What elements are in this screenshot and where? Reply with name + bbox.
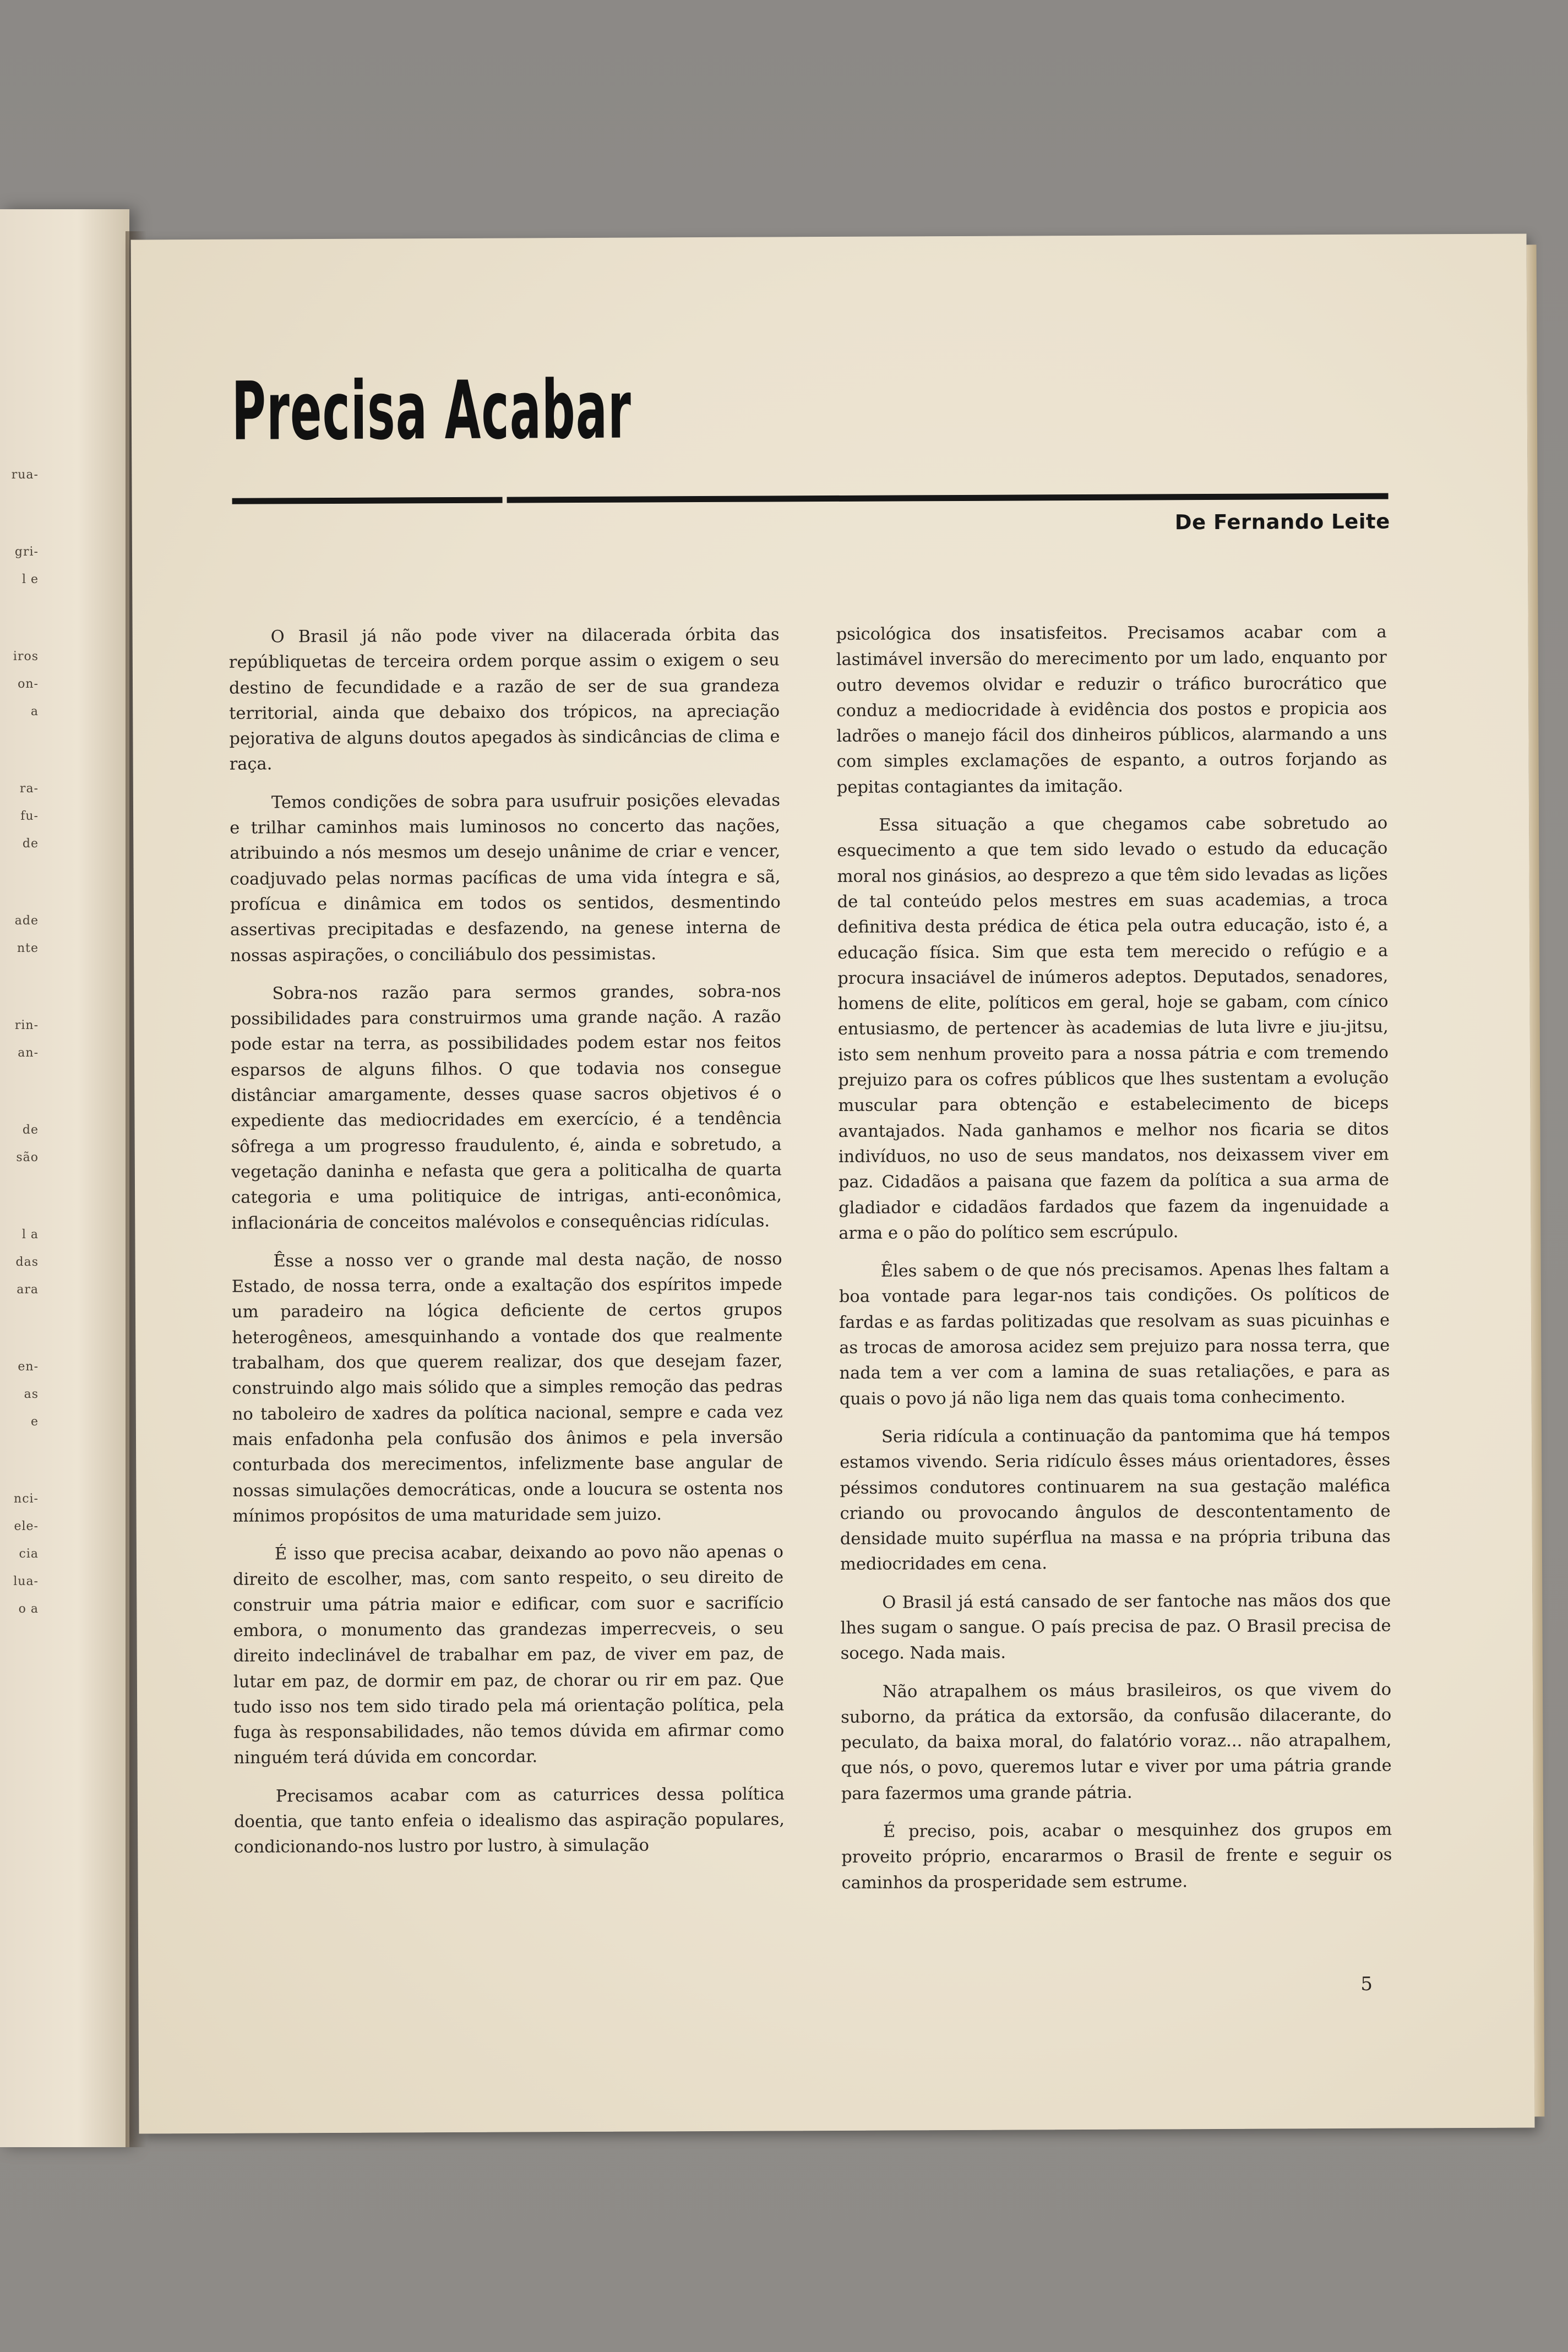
page-fragment: gri- [14, 545, 39, 559]
paragraph: O Brasil já está cansado de ser fantoche nas mãos dos que lhes sugam o sangue. O país precisa de paz. O Brasil precisa de socego. Nada mais. [840, 1591, 1391, 1664]
title-rule-gap [503, 495, 507, 506]
page-fragment: cia [19, 1547, 39, 1561]
page-fragment: an- [18, 1046, 39, 1060]
page-fragment: o a [18, 1602, 39, 1616]
article-byline: De Fernando Leite [1174, 509, 1390, 535]
paragraph: Essa situação a que chegamos cabe sobretudo ao esquecimento a que tem sido levado o estudo da educação moral nos ginásios, ao desprezo a que têm sido levadas as lições de tal conteúdo pelos mestres em suas academias, a troca definitiva desta prédica de ética pela outra educação, isto é, a educação física. Sim que esta tem merecido o refúgio e a procura insaciável de inúmeros adeptos. Deputados, senadores, homens de elite, políticos em geral, hoje se gabam, com cínico entusiasmo, de pertencer às academias de luta livre e jiu-jitsu, isto sem nenhum proveito para a nossa pátria e com tremendo prejuizo para os cofres públicos que lhes sustentam a evolução muscular para obtenção e estabelecimento de biceps avantajados. Nada ganhamos e melhor nos ficaria se ditos indivíduos, no uso de seus mandatos, nos deixassem viver em paz. Cidadãos a paisana que fazem da política a sua arma de gladiador e cidadãos fardados que fazem da ingenuidade a arma e o pão do político sem escrúpulo. [837, 813, 1390, 1243]
page-fragment: de [22, 1123, 39, 1137]
magazine-page [131, 233, 1535, 2133]
article-title: Precisa Acabar [231, 363, 632, 459]
page-fragment: nci- [14, 1492, 39, 1506]
paragraph: É preciso, pois, acabar o mesquinhez dos grupos em proveito próprio, encararmos o Brasil de frente e seguir os caminhos da prosperidade sem estrume. [841, 1820, 1392, 1893]
paragraph: Seria ridícula a continuação da pantomima que há tempos estamos vivendo. Seria ridículo êsses máus orientadores, êsses péssimos condutores continuarem na sua gestação maléfica criando ou provocando ângulos de descontentamento de densidade muito supérflua na massa e na própria tribuna das mediocridades em cena. [840, 1425, 1391, 1575]
previous-page-edge [0, 209, 129, 2147]
page-fragment: ra- [19, 782, 39, 796]
paragraph: Êles sabem o de que nós precisamos. Apenas lhes faltam a boa vontade para legar-nos tais condições. Os políticos de fardas e as fardas politizadas que resolvam as suas picuinhas e as trocas de amorosa acidez sem prejuizo para nossa terra, que nada tem a ver com a lamina de suas retaliações, e para as quais o povo já não liga nem das quais toma conhecimento. [839, 1259, 1390, 1409]
paragraph: Temos condições de sobra para usufruir posições elevadas e trilhar caminhos mais luminosos no concerto das nações, atribuindo a nós mesmos um desejo unânime de criar e vencer, coadjuvado pelas normas pacíficas de uma vida íntegra e sã, profícua e dinâmica em todos os sentidos, desmentindo assertivas precipitadas e desfazendo, na genese interna de nossas aspirações, o conciliábulo dos pessimistas. [230, 791, 781, 966]
page-fragment: a [30, 705, 39, 718]
paragraph: Precisamos acabar com as caturrices dessa política doentia, que tanto enfeia o idealismo das aspiração populares, condicionando-nos lustro por lustro, à simulação [233, 1784, 785, 1858]
page-fragment: lua- [13, 1575, 39, 1588]
page-fragment: iros [13, 650, 39, 663]
page-fragment: as [24, 1387, 39, 1401]
page-number: 5 [1360, 1973, 1373, 1995]
right-column [836, 620, 1392, 1909]
paragraph: É isso que precisa acabar, deixando ao povo não apenas o direito de escolher, mas, com santo respeito, o seu direito de construir uma pátria maior e edificar, com suor e sacrifício embora, o monumento das grandezas imperrecveis, o seu direito indeclinável de trabalhar em paz, de viver em paz, de lutar em paz, de dormir em paz, de chorar ou rir em paz. Que tudo isso nos tem sido tirado pela má orientação política, pela fuga às responsabilidades, não temos dúvida em afirmar como ninguém terá dúvida em concordar. [233, 1542, 785, 1768]
page-fragment: l a [21, 1228, 39, 1242]
page-fragment: são [16, 1151, 39, 1164]
page-fragment: ele- [14, 1520, 39, 1533]
paragraph: O Brasil já não pode viver na dilacerada órbita das repúbliquetas de terceira ordem porque assim o exigem o seu destino de fecundidade e a razão de ser de sua grandeza territorial, ainda que debaixo dos trópicos, na apreciação pejorativa de alguns doutos apegados às sindicâncias de clima e raça. [228, 625, 780, 775]
left-column [229, 622, 785, 1873]
paragraph: psicológica dos insatisfeitos. Precisamos acabar com a lastimável inversão do merecimento por um lado, enquanto por outro devemos olvidar e reduzir o tráfico burocrático que conduz a mediocridade à evidência dos postos e propicia aos ladrões o manejo fácil dos dinheiros públicos, alarmando a uns com simples exclamações de espanto, a outros forjando as pepitas contagiantes da imitação. [836, 622, 1387, 797]
page-fragment: ade [14, 914, 39, 928]
page-fragment: ara [17, 1283, 39, 1297]
page-fragment: rua- [11, 468, 39, 482]
page-fragment: nte [17, 941, 39, 955]
paragraph: Não atrapalhem os máus brasileiros, os que vivem do suborno, da prática da extorsão, da confusão dilacerante, do peculato, da baixa moral, do falatório voraz... não atrapalhem, que nós, o povo, queremos lutar e viver por uma pátria grande para fazermos uma grande pátria. [841, 1680, 1392, 1804]
page-fragment: l e [21, 573, 39, 586]
page-fragment: de [22, 837, 39, 851]
page-fragment: das [15, 1255, 39, 1269]
page-fragment: en- [18, 1360, 39, 1374]
paragraph: Sobra-nos razão para sermos grandes, sobra-nos possibilidades para construirmos uma grande nação. A razão pode estar na terra, as possibilidades podem estar nos feitos esparsos de alguns filhos. O que todavia nos consegue distânciar amargamente, desses quase sacros objetivos é o expediente das mediocridades em exercício, é a tendência sôfrega a um progresso fraudulento, é, ainda e sobretudo, a vegetação daninha e nefasta que gera a politicalha de quarta categoria e uma politiquice de intrigas, anti-econômica, inflacionária de conceitos malévolos e consequências ridículas. [230, 982, 782, 1233]
page-fragment: e [30, 1415, 39, 1429]
paragraph: Êsse a nosso ver o grande mal desta nação, de nosso Estado, de nossa terra, onde a exaltação dos espíritos impede um paradeiro na lógica deficiente de certos grupos heterogêneos, amesquinhando a vontade dos que realmente trabalham, dos que querem realizar, dos que desejam fazer, construindo algo mais sólido que a simples remoção das pedras no taboleiro de xadres da política nacional, sempre e cada vez mais enfadonha pela confusão dos ânimos e pela inversão conturbada dos merecimentos, infelizmente base angular de nossas simulações democráticas, onde a loucura se ostenta nos mínimos propósitos de uma maturidade sem juizo. [231, 1249, 783, 1526]
page-fragment: rin- [14, 1019, 39, 1032]
page-fragment: on- [18, 677, 39, 691]
title-rule [232, 493, 1389, 504]
page-fragment: fu- [20, 809, 39, 823]
